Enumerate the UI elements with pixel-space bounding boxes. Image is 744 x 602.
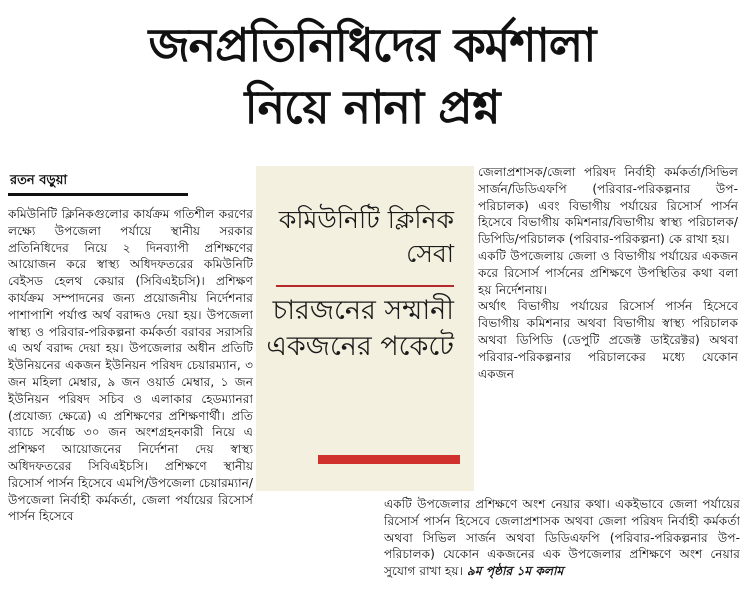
article-column-3 (478, 164, 738, 494)
column-3-paragraph-1: জেলাপ্রশাসক/জেলা পরিষদ নির্বাহী কর্মকর্তা/সিভিল সার্জন/ডিডিএফপি (পরিবার-পরিকল্পনার উপ-পরিচালক) এবং বিভাগীয় পর্যায়ের রিসোর্স পার্সন হিসেবে বিভাগীয় কমিশনার/বিভাগীয় স্বাস্থ্য পরিচালক/ডিপিডি/পরিচালক (পরিবার-পরিকল্পনা) কে রাখা হয়। (478, 165, 738, 247)
headline-line-2: নিয়ে নানা প্রশ্ন (244, 80, 500, 134)
headline-line-1: জনপ্রতিনিধিদের কর্মশালা (148, 18, 596, 72)
pull-quote-divider (276, 285, 454, 287)
pull-quote-box (256, 166, 474, 491)
bottom-text-paragraph (384, 496, 740, 580)
pull-quote-kicker: কমিউনিটি ক্লিনিক সেবা (278, 205, 454, 268)
continued-reference: ৯ম পৃষ্ঠার ১ম কলাম (466, 564, 564, 579)
byline: রতন বড়ুয়া (10, 173, 68, 188)
pull-quote-main: চারজনের সম্মানী একজনের পকেটে (266, 295, 454, 362)
bottom-text: একটি উপজেলার প্রশিক্ষণে অংশ নেয়ার কথা। একইভাবে জেলা পর্যায়ের রিসোর্স পার্সন হিসেবে জেলাপ্রশাসক অথবা জেলা পরিষদ নির্বাহী কর্মকর্তা অথবা সিভিল সার্জন অথবা ডিডিএফপি (পরিবার-পরিকল্পনার উপ-পরিচালক) যেকোন একজনের এক উপজেলার প্রশিক্ষণে অংশ নেয়ার সুযোগ রাখা হয়। (384, 497, 740, 579)
pull-quote-red-bar (318, 455, 460, 464)
column-1-text: কমিউনিটি ক্লিনিকগুলোর কার্যক্রম গতিশীল করণের লক্ষ্যে উপজেলা পর্যায়ে স্থানীয় সরকার প্রতিনিধিদের নিয়ে ২ দিনব্যাপী প্রশিক্ষণের আয়োজন করে স্বাস্থ্য অধিদফতরের কমিউনিটি বেইসড হেলথ কেয়ার (সিবিএইচসি)। প্রশিক্ষণ কার্যক্রম সম্পাদনের জন্য প্রয়োজনীয় নির্দেশনার পাশাপাশি পর্যাপ্ত অর্থ বরাদ্দও দেয়া হয়। উপজেলা স্বাস্থ্য ও পরিবার-পরিকল্পনা কর্মকর্তা বরাবর সরাসরি এ অর্থ বরাদ্দ দেয়া হয়। উপজেলার অধীন প্রতিটি ইউনিয়নের একজন ইউনিয়ন পরিষদ চেয়ারম্যান, ৩ জন মহিলা মেম্বার, ৯ জন ওয়ার্ড মেম্বার, ১ জন ইউনিয়ন পরিষদ সচিব ও এলাকার হেডম্যানরা (প্রযোজ্য ক্ষেত্রে) এ প্রশিক্ষণের প্রশিক্ষণার্থী। প্রতি ব্যাচে সর্বোচ্চ ৩০ জন অংশগ্রহনকারী নিয়ে এ প্রশিক্ষণ আয়োজনের নির্দেশনা দেয় স্বাস্থ্য অধিদফতরের সিবিএইচসি। প্রশিক্ষণে স্থানীয় রিসোর্স পার্সন হিসেবে এমপি/উপজেলা চেয়ারম্যান/উপজেলা নির্বাহী কর্মকর্তা, জেলা পর্যায়ের রিসোর্স পার্সন হিসেবে (8, 207, 253, 524)
article-bottom-block (384, 496, 740, 600)
byline-rule (8, 193, 188, 196)
column-3-paragraph-3: অর্থাৎ বিভাগীয় পর্যায়ের রিসোর্স পার্সন হিসেবে বিভাগীয় কমিশনার অথবা বিভাগীয় স্বাস্থ্য পরিচালক অথবা ডিপিডি (ডেপুটি প্রজেক্ট ডাইরেক্টর) অথবা পরিবার-পরিকল্পনার পরিচালকের মধ্যে যেকোন একজন (478, 299, 738, 381)
column-3-paragraph-2: একটি উপজেলায় জেলা ও বিভাগীয় পর্যায়ের একজন করে রিসোর্স পার্সনের প্রশিক্ষণে উপস্থিতির কথা বলা হয় নির্দেশনায়। (478, 248, 738, 297)
article-column-1 (8, 206, 253, 599)
